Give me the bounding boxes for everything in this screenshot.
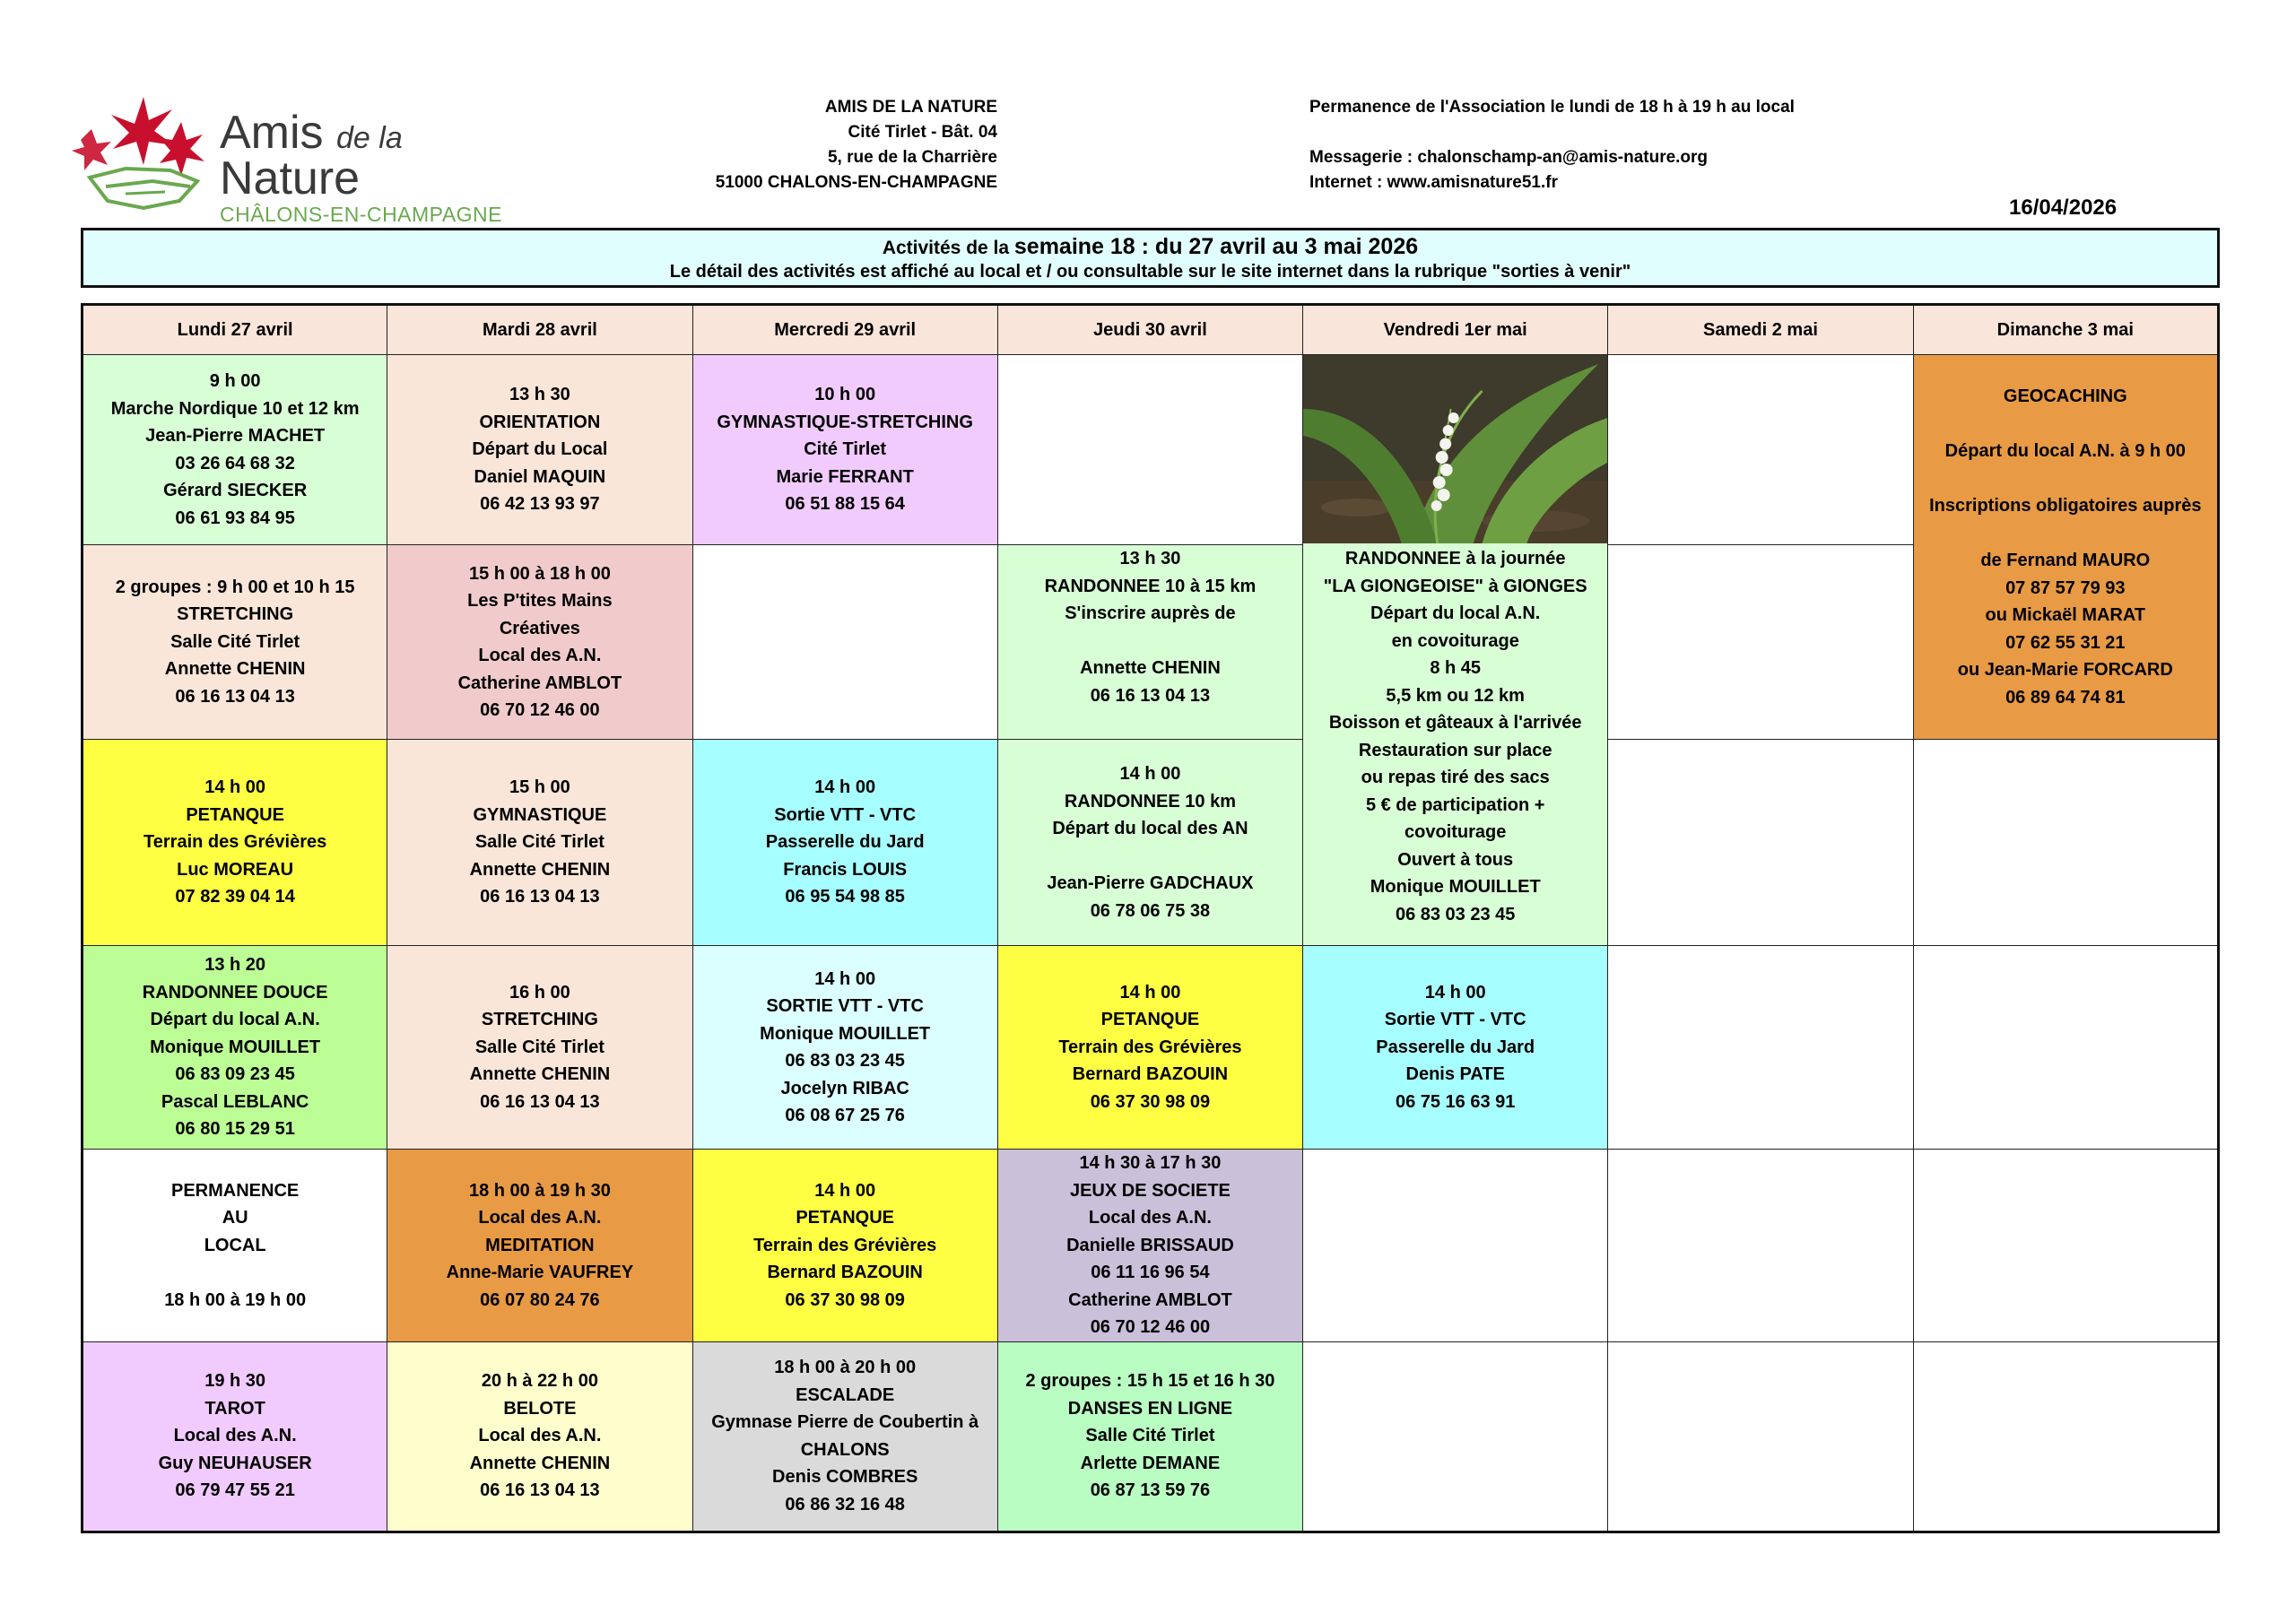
day-header: Lundi 27 avril [83, 305, 387, 355]
activity-cell [83, 740, 387, 946]
cell-line: 18 h 00 à 19 h 30 [468, 1180, 611, 1201]
cell-line: 07 87 57 79 93 [2005, 577, 2126, 598]
cell-line: Local des A.N. [1088, 1208, 1212, 1228]
cell-line: S'inscrire auprès de [1065, 603, 1236, 623]
website-text: Internet : www.amisnature51.fr [1309, 173, 1558, 192]
empty-cell [1913, 1150, 2218, 1342]
logo [72, 88, 502, 226]
cell-line: 06 80 15 29 51 [175, 1119, 295, 1140]
cell-line: Catherine AMBLOT [1068, 1289, 1232, 1310]
day-header: Dimanche 3 mai [1913, 305, 2218, 355]
cell-line: Ouvert à tous [1397, 849, 1514, 870]
day-header: Jeudi 30 avril [997, 305, 1302, 355]
cell-line: 18 h 00 à 20 h 00 [774, 1358, 917, 1377]
cell-line: Monique MOUILLET [150, 1037, 321, 1057]
cell-line: 14 h 30 à 17 h 30 [1079, 1153, 1222, 1173]
empty-cell [1913, 1341, 2218, 1532]
cell-line: 06 75 16 63 91 [1395, 1091, 1516, 1112]
cell-line: CHALONS [800, 1439, 890, 1460]
cell-line: SORTIE VTT - VTC [766, 996, 924, 1016]
document-date: 16/04/2026 [2009, 195, 2118, 220]
cell-line: 06 37 30 98 09 [785, 1289, 905, 1310]
cell-line: 13 h 30 [509, 385, 570, 405]
cell-line: Salle Cité Tirlet [474, 1037, 604, 1057]
geocaching-cell [1913, 355, 2218, 740]
cell-line: 06 83 03 23 45 [785, 1051, 905, 1071]
cell-line: Local des A.N. [173, 1426, 297, 1446]
cell-line: GYMNASTIQUE-STRETCHING [717, 412, 973, 432]
cell-line: Denis COMBRES [772, 1467, 918, 1487]
activity-cell [692, 1341, 997, 1532]
logo-title: Amis de la [220, 107, 403, 159]
cell-line: Monique MOUILLET [760, 1023, 931, 1044]
cell-line: 03 26 64 68 32 [175, 453, 295, 473]
address-line: Cité Tirlet - Bât. 04 [848, 123, 997, 142]
activity-cell [83, 355, 387, 545]
empty-cell [1608, 946, 1913, 1150]
cell-line: 14 h 00 [1424, 982, 1486, 1002]
cell-line: 06 16 13 04 13 [175, 686, 295, 707]
cell-line: LOCAL [204, 1235, 266, 1255]
schedule-table [81, 303, 2220, 1533]
empty-cell [1913, 946, 2218, 1150]
cell-line: RANDONNEE 10 km [1064, 791, 1237, 812]
cell-line: Denis PATE [1405, 1064, 1505, 1085]
address-line: 51000 CHALONS-EN-CHAMPAGNE [715, 173, 997, 192]
cell-line: 06 16 13 04 13 [480, 887, 600, 907]
activity-cell [387, 545, 692, 740]
activity-cell [83, 545, 387, 740]
cell-line: 06 08 67 25 76 [785, 1106, 905, 1125]
cell-line: Passerelle du Jard [1376, 1037, 1535, 1057]
week-title: Activités de la semaine 18 : du 27 avril au 3 mai 2026 [882, 234, 1419, 259]
empty-cell [1608, 740, 1913, 946]
cell-line: 14 h 00 [204, 777, 266, 798]
cell-line: RANDONNEE à la journée [1344, 549, 1566, 568]
cell-line: 13 h 20 [204, 955, 266, 976]
contact-info [1309, 95, 1795, 195]
activity-cell [997, 1150, 1302, 1342]
cell-line: PETANQUE [796, 1208, 894, 1228]
logo-title-nature: Nature [220, 152, 361, 204]
cell-line: Bernard BAZOUIN [767, 1263, 923, 1282]
cell-line: 20 h à 22 h 00 [481, 1371, 598, 1392]
cell-line: 15 h 00 [509, 777, 570, 798]
cell-line: Cité Tirlet [804, 439, 887, 460]
cell-line: Local des A.N. [478, 1208, 602, 1228]
cell-line: Les P'tites Mains [467, 591, 613, 611]
week-detail: Le détail des activités est affiché au local et / ou consultable sur le site internet dans la rubrique "sorties à venir" [669, 262, 1631, 282]
cell-line: Départ du local des AN [1052, 819, 1248, 838]
cell-line: ou Jean-Marie FORCARD [1957, 660, 2173, 680]
activity-cell [997, 946, 1302, 1150]
activity-cell [1303, 946, 1608, 1150]
cell-line: JEUX DE SOCIETE [1069, 1180, 1231, 1201]
empty-cell [997, 355, 1302, 545]
empty-cell [692, 545, 997, 740]
cell-line: Salle Cité Tirlet [170, 631, 300, 652]
empty-cell [1608, 545, 1913, 740]
cell-line: Marie FERRANT [776, 466, 914, 487]
cell-line: GEOCACHING [2003, 386, 2127, 406]
cell-line: PETANQUE [1100, 1010, 1200, 1030]
cell-line: Marche Nordique 10 et 12 km [110, 398, 360, 419]
cell-line: Départ du Local [472, 439, 608, 460]
cell-line: 9 h 00 [209, 371, 261, 391]
friday-rando-text [1303, 543, 1607, 928]
activity-cell [83, 1150, 387, 1342]
cell-line: Salle Cité Tirlet [474, 832, 604, 853]
cell-line: 5,5 km ou 12 km [1386, 685, 1525, 706]
cell-line: Terrain des Grévières [1058, 1037, 1242, 1057]
cell-line: en covoiturage [1391, 630, 1519, 651]
empty-cell [1303, 1341, 1608, 1532]
cell-line: PERMANENCE [171, 1180, 300, 1201]
cell-line: 06 37 30 98 09 [1090, 1091, 1211, 1112]
day-header-row [83, 305, 2219, 355]
cell-line: 8 h 45 [1430, 658, 1482, 678]
activity-cell [997, 1341, 1302, 1532]
cell-line: 14 h 00 [1119, 764, 1181, 784]
cell-line: Annette CHENIN [469, 1064, 611, 1085]
cell-line: 19 h 30 [204, 1371, 266, 1392]
cell-line: ou Mickaël MARAT [1985, 605, 2146, 625]
cell-line: PETANQUE [186, 804, 284, 825]
day-header: Samedi 2 mai [1608, 305, 1913, 355]
cell-line: Annette CHENIN [1080, 658, 1221, 678]
cell-line: Gymnase Pierre de Coubertin à [711, 1412, 979, 1432]
cell-line: 14 h 00 [1119, 982, 1181, 1002]
cell-line: Inscriptions obligatoires auprès [1929, 496, 2202, 516]
cell-line: 06 78 06 75 38 [1090, 900, 1211, 921]
cell-line: 06 70 12 46 00 [480, 700, 600, 720]
cell-line: Départ du local A.N. [150, 1010, 320, 1030]
cell-line: 06 89 64 74 81 [2005, 687, 2126, 707]
cell-line: 06 70 12 46 00 [1090, 1317, 1211, 1337]
cell-line: GYMNASTIQUE [473, 804, 607, 825]
activity-cell [387, 1150, 692, 1342]
cell-line: Local des A.N. [478, 646, 602, 665]
cell-line: STRETCHING [481, 1010, 598, 1030]
cell-line: 06 07 80 24 76 [480, 1289, 600, 1310]
cell-line: 06 11 16 96 54 [1091, 1263, 1210, 1282]
cell-line: RANDONNEE DOUCE [142, 982, 328, 1002]
cell-line: Sortie VTT - VTC [1384, 1010, 1526, 1030]
cell-line: 06 83 03 23 45 [1395, 904, 1516, 924]
cell-line: Terrain des Grévières [753, 1235, 937, 1255]
cell-line: ORIENTATION [479, 412, 601, 432]
activity-cell [692, 946, 997, 1150]
email-text: Messagerie : chalonschamp-an@amis-nature.org [1309, 148, 1709, 167]
cell-line: de Fernand MAURO [1980, 551, 2151, 570]
activity-cell [692, 740, 997, 946]
cell-line: 07 62 55 31 21 [2005, 632, 2126, 653]
cell-line: Anne-Marie VAUFREY [446, 1263, 634, 1282]
cell-line: Annette CHENIN [469, 859, 611, 880]
activity-cell [997, 545, 1302, 740]
cell-line: DANSES EN LIGNE [1067, 1398, 1233, 1419]
empty-cell [1608, 1341, 1913, 1532]
cell-line [1002, 628, 1299, 655]
cell-line: 2 groupes : 9 h 00 et 10 h 15 [115, 577, 355, 597]
cell-line: 06 95 54 98 85 [785, 887, 905, 907]
logo-subtitle: CHÂLONS-EN-CHAMPAGNE [220, 203, 502, 226]
address-line: AMIS DE LA NATURE [824, 98, 997, 117]
cell-line: STRETCHING [177, 604, 294, 625]
cell-line: Boisson et gâteaux à l'arrivée [1328, 713, 1582, 733]
cell-line: Départ du local A.N. [1370, 603, 1541, 623]
cell-line: MEDITATION [485, 1235, 595, 1255]
cell-line: Restauration sur place [1358, 740, 1552, 760]
activity-cell [83, 1341, 387, 1532]
cell-line [1918, 411, 2213, 438]
cell-line: 06 16 13 04 13 [480, 1480, 600, 1501]
cell-line: Jocelyn RIBAC [780, 1078, 909, 1098]
cell-line: 06 51 88 15 64 [785, 494, 905, 515]
cell-line [1918, 520, 2213, 548]
cell-line: 18 h 00 à 19 h 00 [164, 1289, 307, 1310]
cell-line: RANDONNEE 10 à 15 km [1044, 576, 1257, 596]
cell-line: 06 42 13 93 97 [480, 494, 600, 515]
cell-line: ou repas tiré des sacs [1361, 768, 1550, 787]
cell-line: Départ du local A.N. à 9 h 00 [1944, 441, 2186, 461]
cell-line: 15 h 00 à 18 h 00 [468, 563, 611, 584]
cell-line: 06 16 13 04 13 [480, 1091, 600, 1112]
cell-line: BELOTE [503, 1398, 577, 1419]
cell-line: Terrain des Grévières [144, 832, 327, 853]
cell-line: Gérard SIECKER [163, 481, 308, 500]
cell-line: Francis LOUIS [783, 859, 908, 880]
day-header: Mercredi 29 avril [692, 305, 997, 355]
cell-line: "LA GIONGEOISE" à GIONGES [1323, 576, 1587, 596]
association-address [716, 95, 997, 195]
day-header: Mardi 28 avril [387, 305, 692, 355]
activity-cell [387, 946, 692, 1150]
empty-cell [1303, 1150, 1608, 1342]
activity-cell [997, 740, 1302, 946]
cell-line: 5 € de participation + [1365, 794, 1545, 815]
cell-line: Sortie VTT - VTC [774, 804, 917, 825]
cell-line: ESCALADE [796, 1384, 895, 1405]
permanence-text: Permanence de l'Association le lundi de 18 h à 19 h au local [1309, 98, 1795, 117]
day-header: Vendredi 1er mai [1303, 305, 1608, 355]
cell-line: Jean-Pierre GADCHAUX [1047, 873, 1254, 893]
cell-line: Jean-Pierre MACHET [145, 426, 326, 446]
flower-hands-icon [72, 88, 220, 222]
activity-cell [692, 1150, 997, 1342]
cell-line: 06 83 09 23 45 [175, 1064, 295, 1085]
cell-line: Annette CHENIN [469, 1453, 611, 1473]
empty-cell [1913, 740, 2218, 946]
cell-line: Bernard BAZOUIN [1072, 1064, 1229, 1085]
cell-line: 06 87 13 59 76 [1090, 1480, 1211, 1501]
cell-line: 14 h 00 [814, 1180, 876, 1201]
cell-line: Local des A.N. [478, 1426, 602, 1446]
cell-line: 14 h 00 [814, 968, 876, 989]
cell-line: Annette CHENIN [164, 659, 306, 680]
cell-line: TAROT [204, 1398, 265, 1419]
cell-line: Luc MOREAU [177, 859, 294, 880]
cell-line: 06 79 47 55 21 [175, 1480, 295, 1501]
cell-line: 14 h 00 [814, 777, 876, 798]
cell-line: Monique MOUILLET [1370, 877, 1541, 897]
cell-line: 2 groupes : 15 h 15 et 16 h 30 [1025, 1371, 1275, 1392]
cell-line [1918, 465, 2213, 493]
empty-cell [1608, 1150, 1913, 1342]
cell-line [1002, 843, 1299, 871]
lily-of-the-valley-photo [1303, 355, 1607, 543]
activity-cell [83, 946, 387, 1150]
cell-line: 06 61 93 84 95 [175, 508, 295, 528]
cell-line: Passerelle du Jard [765, 832, 925, 853]
cell-line: Salle Cité Tirlet [1085, 1426, 1215, 1446]
cell-line: 06 86 32 16 48 [785, 1494, 905, 1515]
cell-line: 07 82 39 04 14 [175, 887, 295, 907]
activity-cell [692, 355, 997, 545]
cell-line: 06 16 13 04 13 [1090, 685, 1211, 706]
week-banner [81, 228, 2220, 288]
cell-line: AU [222, 1208, 248, 1228]
cell-line: covoiturage [1405, 822, 1507, 842]
cell-line: Danielle BRISSAUD [1066, 1235, 1234, 1255]
activity-cell [387, 355, 692, 545]
address-line: 5, rue de la Charrière [827, 148, 997, 167]
cell-line: Arlette DEMANE [1080, 1453, 1221, 1473]
cell-line: Guy NEUHAUSER [158, 1453, 312, 1473]
cell-line: Pascal LEBLANC [161, 1091, 309, 1112]
friday-rando-cell [1303, 355, 1608, 946]
cell-line: 13 h 30 [1119, 549, 1181, 568]
cell-line: Catherine AMBLOT [457, 673, 622, 693]
activity-cell [387, 740, 692, 946]
empty-cell [1608, 355, 1913, 545]
cell-line: 10 h 00 [814, 385, 876, 405]
activity-cell [387, 1341, 692, 1532]
cell-line: Créatives [499, 618, 580, 638]
cell-line: Daniel MAQUIN [474, 466, 606, 487]
cell-line: 16 h 00 [509, 982, 570, 1002]
cell-line [87, 1259, 383, 1287]
